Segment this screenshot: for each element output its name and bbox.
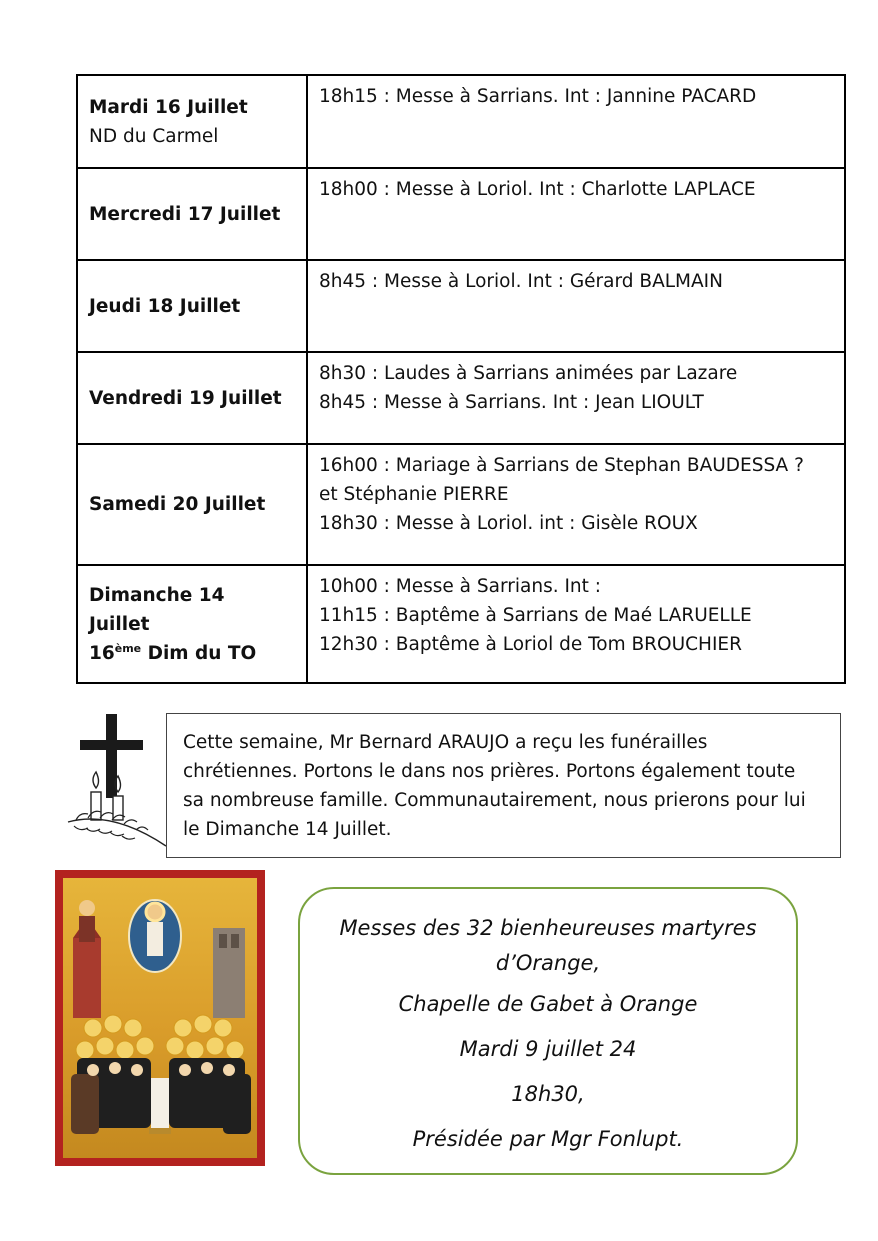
martyrs-mass-announcement — [298, 887, 798, 1175]
event-line: 8h30 : Laudes à Sarrians animées par Lazare — [319, 363, 738, 384]
announcement-date: Mardi 9 juillet 24 — [459, 1037, 637, 1061]
martyrs-icon-painting — [55, 870, 265, 1166]
cross-candles-icon — [62, 710, 172, 850]
day-cell — [77, 352, 307, 444]
ordinal-suffix: ème — [114, 641, 142, 655]
event-line: 16h00 : Mariage à Sarrians de Stephan BAUDESSA ? — [319, 455, 804, 476]
table-row — [77, 75, 845, 168]
day-title: Jeudi 18 Juillet — [89, 295, 241, 317]
events-cell — [307, 260, 845, 352]
event-line: 12h30 : Baptême à Loriol de Tom BROUCHIER — [319, 634, 742, 655]
table-row — [77, 565, 845, 683]
notice-line: chrétiennes. Portons le dans nos prières. Portons également toute — [183, 761, 796, 782]
day-cell — [77, 75, 307, 168]
event-line: 18h15 : Messe à Sarrians. Int : Jannine PACARD — [319, 86, 757, 107]
day-title: Vendredi 19 Juillet — [89, 387, 282, 409]
ordinal-number: 16 — [89, 642, 115, 664]
announcement-title-line: Messes des 32 bienheureuses martyres — [339, 916, 757, 940]
events-cell — [307, 168, 845, 260]
ordinal-rest: Dim du TO — [141, 642, 257, 664]
event-line: 10h00 : Messe à Sarrians. Int : — [319, 576, 602, 597]
events-cell — [307, 565, 845, 683]
day-title: Mercredi 17 Juillet — [89, 203, 281, 225]
notice-line: sa nombreuse famille. Communautairement, nous prierons pour lui — [183, 790, 806, 811]
announcement-place: Chapelle de Gabet à Orange — [398, 992, 698, 1016]
table-row — [77, 444, 845, 565]
day-title-line: Juillet — [89, 613, 150, 635]
announcement-title — [300, 911, 796, 981]
events-cell — [307, 352, 845, 444]
day-cell — [77, 260, 307, 352]
day-liturgical-name — [89, 639, 306, 668]
event-line: 8h45 : Messe à Loriol. Int : Gérard BALMAIN — [319, 271, 723, 292]
events-cell — [307, 75, 845, 168]
day-title-line: Dimanche 14 — [89, 584, 225, 606]
events-cell — [307, 444, 845, 565]
notice-line: le Dimanche 14 Juillet. — [183, 819, 392, 840]
event-line: 18h00 : Messe à Loriol. Int : Charlotte LAPLACE — [319, 179, 756, 200]
event-line: 18h30 : Messe à Loriol. int : Gisèle ROUX — [319, 513, 698, 534]
day-cell — [77, 168, 307, 260]
announcement-presider: Présidée par Mgr Fonlupt. — [412, 1127, 684, 1151]
day-cell — [77, 565, 307, 683]
announcement-title-line: d’Orange, — [495, 951, 601, 975]
event-line: 11h15 : Baptême à Sarrians de Maé LARUELLE — [319, 605, 752, 626]
notice-line: Cette semaine, Mr Bernard ARAUJO a reçu les funérailles — [183, 732, 708, 753]
day-feast: ND du Carmel — [89, 125, 219, 147]
event-line: 8h45 : Messe à Sarrians. Int : Jean LIOULT — [319, 392, 704, 413]
day-cell — [77, 444, 307, 565]
table-row — [77, 352, 845, 444]
weekly-schedule-table — [76, 74, 846, 684]
day-title: Samedi 20 Juillet — [89, 494, 266, 515]
event-line: et Stéphanie PIERRE — [319, 484, 509, 505]
funeral-notice — [166, 713, 841, 858]
table-row — [77, 168, 845, 260]
announcement-time: 18h30, — [511, 1082, 585, 1106]
day-title: Mardi 16 Juillet — [89, 96, 248, 118]
table-row — [77, 260, 845, 352]
